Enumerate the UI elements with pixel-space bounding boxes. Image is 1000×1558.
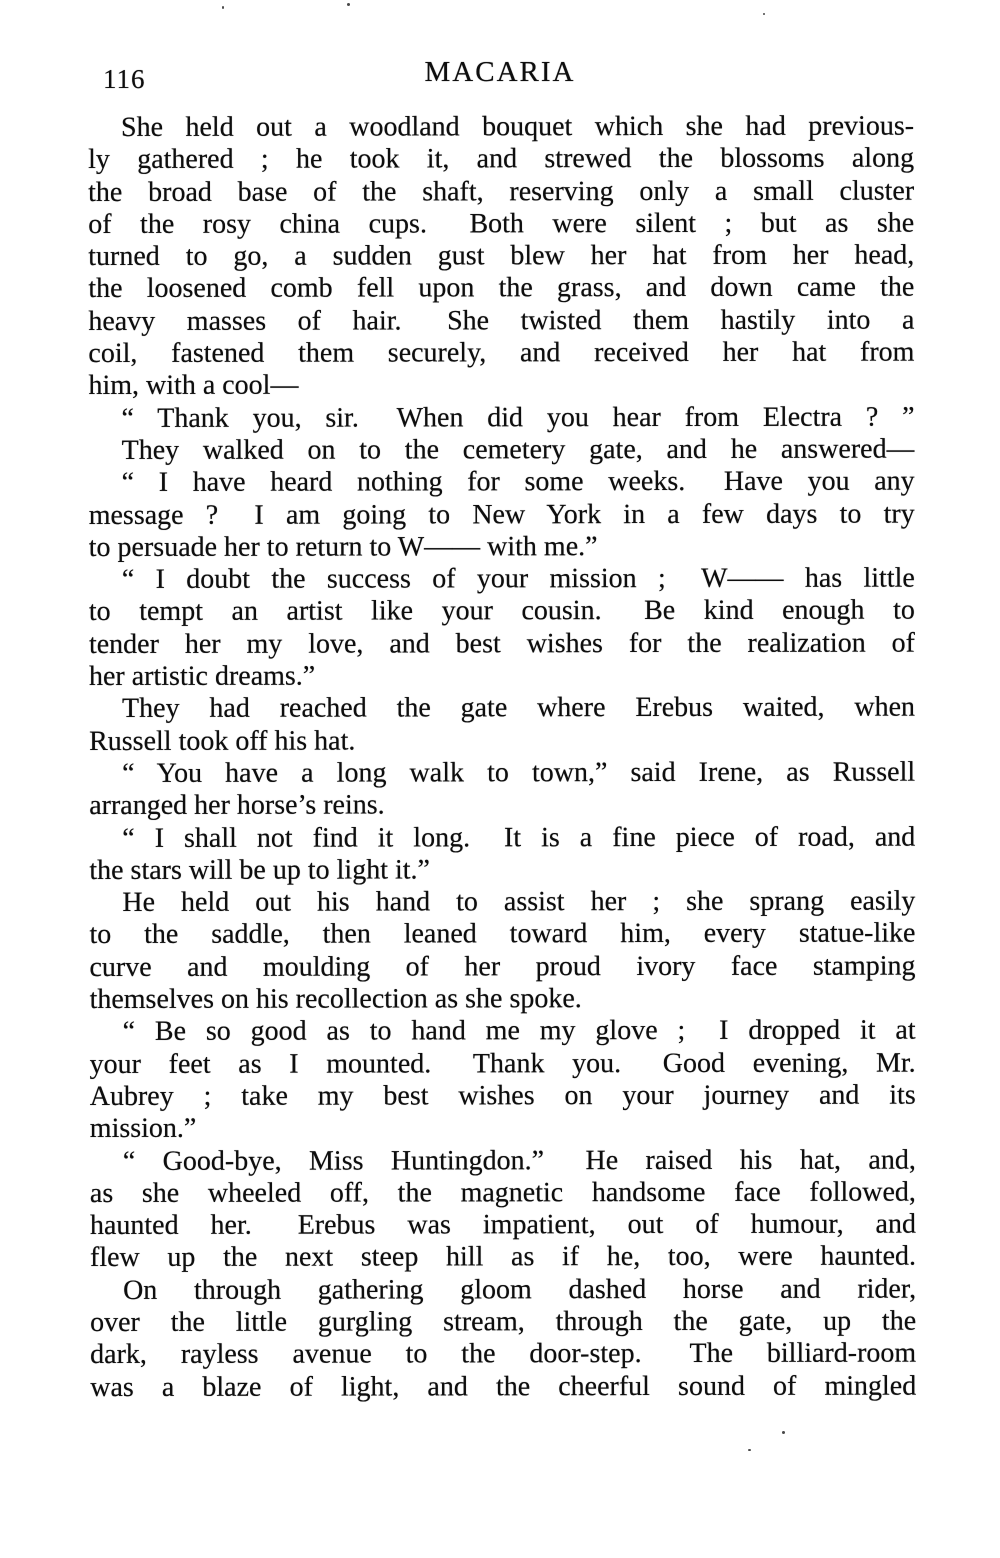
text-line: the broad base of the shaft, reserving only a small cluster (88, 175, 915, 208)
scan-speck (763, 13, 765, 15)
text-line: coil, fastened them securely, and received her hat from (88, 336, 915, 370)
text-line: She held out a woodland bouquet which she had previous- (120, 110, 915, 143)
paragraph (89, 821, 915, 887)
text-line: flew up the next steep hill as if he, too, were haunted. (89, 1240, 917, 1274)
text-line: arranged her horse’s reins. (89, 789, 385, 822)
paragraph (89, 886, 915, 1017)
paragraph (89, 563, 915, 694)
text-line: They had reached the gate where Erebus waited, when (122, 691, 916, 725)
page-title: MACARIA (424, 56, 576, 88)
paragraph (89, 756, 915, 822)
text-line: curve and moulding of her proud ivory face stamping (89, 950, 916, 983)
text-line: the loosened comb fell upon the grass, and down came the (88, 272, 915, 305)
text-line: On through gathering gloom dashed horse and rider, (123, 1273, 917, 1306)
text-line: him, with a cool— (88, 370, 299, 402)
text-line: her artistic dreams.” (88, 660, 316, 693)
scan-speck (347, 3, 350, 6)
text-line: ly gathered ; he took it, and strewed the blossoms along (88, 142, 915, 176)
text-line: to the saddle, then leaned toward him, every statue-like (89, 917, 916, 951)
paragraph (89, 434, 915, 468)
text-line: of the rosy china cups. Both were silent ; but as she (88, 207, 915, 240)
scan-speck (748, 1449, 751, 1451)
text-line: haunted her. Erebus was impatient, out of humour, and (89, 1208, 916, 1242)
page-body (88, 111, 916, 1404)
text-line: “ I doubt the success of your mission ; W—— has little (121, 562, 915, 596)
text-line: “ I shall not find it long. It is a fine piece of road, and (122, 821, 916, 854)
text-line: as she wheeled off, the magnetic handsome face followed, (89, 1176, 916, 1209)
text-line: themselves on his recollection as she spoke. (89, 983, 582, 1016)
text-line: to tempt an artist like your cousin. Be kind enough to (88, 595, 915, 628)
scan-speck (222, 6, 224, 9)
page-number: 116 (103, 64, 146, 94)
text-line: “ Good-bye, Miss Huntingdon.” He raised his hat, and, (122, 1144, 916, 1177)
page-header (0, 56, 1000, 96)
text-line: They walked on to the cemetery gate, and he answered— (121, 433, 915, 466)
text-line: “ I have heard nothing for some weeks. Have you any (121, 465, 915, 499)
text-line: “ Thank you, sir. When did you hear from Electra ? ” (121, 401, 915, 434)
text-line: over the little gurgling stream, through the gate, up the (90, 1305, 917, 1338)
text-line: mission.” (89, 1113, 197, 1145)
text-line: He held out his hand to assist her ; she sprang easily (122, 885, 916, 919)
text-line: Russell took off his hat. (89, 725, 356, 757)
text-line: tender her my love, and best wishes for the realization of (88, 627, 915, 660)
paragraph (89, 692, 915, 758)
text-line: the stars will be up to light it.” (89, 854, 430, 886)
text-line: turned to go, a sudden gust blew her hat from her head, (88, 239, 915, 273)
paragraph (90, 1015, 916, 1146)
text-line: was a blaze of light, and the cheerful sound of mingled (90, 1370, 917, 1403)
scan-speck (782, 1431, 785, 1434)
paragraph (90, 1144, 916, 1275)
paragraph (89, 466, 915, 564)
paragraph (88, 111, 915, 403)
paragraph (89, 401, 915, 435)
text-line: “ You have a long walk to town,” said Irene, as Russell (122, 756, 916, 789)
text-line: dark, rayless avenue to the door-step. The billiard-room (90, 1337, 917, 1371)
text-line: your feet as I mounted. Thank you. Good evening, Mr. (89, 1047, 916, 1080)
text-line: “ Be so good as to hand me my glove ; I dropped it at (122, 1014, 916, 1048)
text-line: message ? I am going to New York in a few days to try (88, 498, 915, 531)
text-line: Aubrey ; take my best wishes on your journey and its (89, 1079, 916, 1112)
text-line: to persuade her to return to W—— with me.” (88, 530, 598, 563)
paragraph (90, 1273, 916, 1404)
text-line: heavy masses of hair. She twisted them hastily into a (88, 304, 915, 337)
